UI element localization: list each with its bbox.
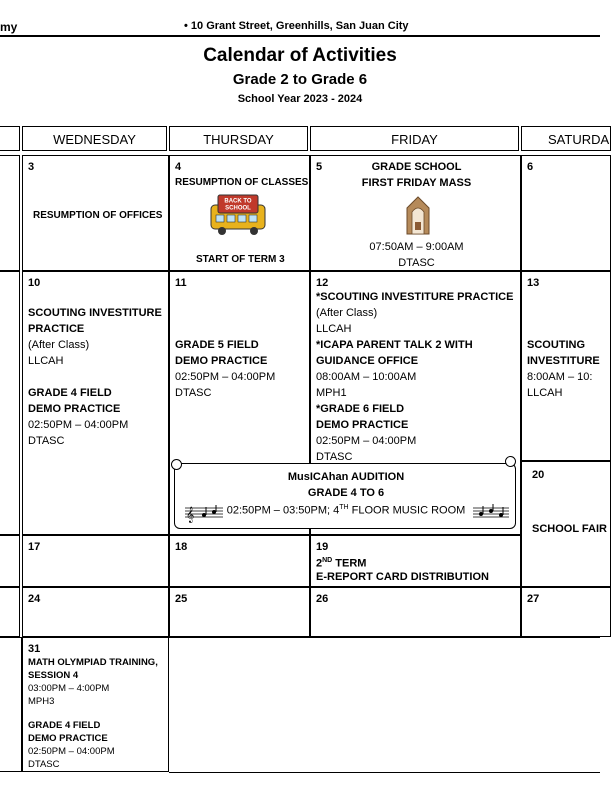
school-year: School Year 2023 - 2024: [237, 93, 363, 105]
day-header-wednesday: WEDNESDAY: [22, 126, 167, 151]
scroll-curl: [171, 459, 182, 470]
event-title: MATH OLYMPIAD TRAINING,: [28, 657, 158, 668]
day-cell-26: [310, 587, 521, 637]
event-note: (After Class): [316, 307, 378, 319]
event-title: RESUMPTION OF OFFICES: [33, 210, 163, 221]
event-venue: LLCAH: [28, 355, 64, 367]
event-title: *GRADE 6 FIELD: [316, 403, 405, 415]
event-time: 02:50PM – 04:00PM: [28, 746, 115, 757]
school-name-fragment: my: [0, 20, 18, 34]
day-number: 5: [316, 161, 323, 173]
musicahan-audition-banner: [174, 463, 516, 529]
bus-badge-line2: SCHOOL: [225, 205, 251, 212]
event-title: INVESTITURE: [527, 355, 600, 367]
event-venue: DTASC: [316, 451, 353, 463]
calendar-cell: [0, 155, 20, 271]
page-title: Calendar of Activities: [203, 45, 397, 66]
event-title: GUIDANCE OFFICE: [316, 355, 419, 367]
event-title: SESSION 4: [28, 670, 79, 681]
event-venue: DTASC: [175, 387, 212, 399]
calendar-cell: [0, 637, 22, 772]
header-divider: [0, 35, 600, 37]
row-rule: [169, 637, 600, 638]
term-superscript: ND: [322, 557, 333, 564]
day-cell-17: [22, 535, 169, 587]
event-title: *ICAPA PARENT TALK 2 WITH: [316, 339, 473, 351]
bus-badge-line1: BACK TO: [224, 198, 252, 205]
term-number: 2: [316, 557, 323, 570]
event-title: GRADE 4 FIELD: [28, 387, 112, 399]
term-label: TERM: [332, 557, 367, 570]
event-title: DEMO PRACTICE: [316, 419, 409, 431]
day-cell-5: [310, 155, 521, 271]
day-cell-24: [22, 587, 169, 637]
banner-time-venue: [175, 504, 517, 517]
day-number: 11: [175, 277, 187, 289]
day-cell-4: [169, 155, 310, 271]
day-number: 19: [316, 541, 329, 553]
day-header-thursday: THURSDAY: [169, 126, 308, 151]
day-cell-19: [310, 535, 521, 587]
day-number: 31: [28, 643, 41, 655]
day-header-tuesday: [0, 126, 20, 151]
day-header-saturday: SATURDA: [521, 126, 611, 151]
event-title: DEMO PRACTICE: [28, 403, 121, 415]
grade-range: Grade 2 to Grade 6: [232, 71, 368, 88]
event-time: 02:50PM – 04:00PM: [316, 435, 417, 447]
svg-text:𝄞: 𝄞: [186, 507, 195, 523]
day-cell-31: [22, 637, 169, 772]
scroll-curl: [505, 456, 516, 467]
calendar-cell: [0, 587, 20, 637]
event-venue: LLCAH: [527, 387, 563, 399]
event-title: START OF TERM 3: [196, 254, 285, 265]
event-venue: DTASC: [28, 759, 60, 770]
event-title: DEMO PRACTICE: [28, 733, 108, 744]
day-number: 26: [316, 593, 329, 605]
day-number: 12: [316, 277, 329, 289]
banner-superscript: TH: [339, 504, 349, 511]
event-title: *SCOUTING INVESTITURE PRACTICE: [316, 291, 514, 303]
day-cell-25: [169, 587, 310, 637]
event-title: DEMO PRACTICE: [175, 355, 268, 367]
day-number: 13: [527, 277, 540, 289]
event-title: GRADE SCHOOL: [371, 161, 462, 173]
day-number: 10: [28, 277, 41, 289]
day-number: 25: [175, 593, 188, 605]
event-time: 02:50PM – 04:00PM: [175, 371, 276, 383]
event-venue: DTASC: [28, 435, 65, 447]
event-title: GRADE 4 FIELD: [28, 720, 101, 731]
event-time: 08:00AM – 10:00AM: [316, 371, 417, 383]
event-title: SCHOOL FAIR: [532, 523, 607, 535]
day-number: 24: [28, 593, 41, 605]
day-cell-27: [521, 587, 611, 637]
day-cell-13: [521, 271, 611, 461]
day-number: 4: [175, 161, 182, 173]
music-notes-icon: [473, 504, 509, 522]
day-number: 18: [175, 541, 188, 553]
church-icon: [405, 194, 431, 234]
school-address: • 10 Grant Street, Greenhills, San Juan City: [184, 20, 409, 32]
day-number: 3: [28, 161, 35, 173]
event-time: 07:50AM – 9:00AM: [369, 241, 464, 253]
day-cell-10: [22, 271, 169, 535]
banner-subtitle: GRADE 4 TO 6: [307, 487, 385, 499]
event-title: SCOUTING INVESTITURE: [28, 307, 162, 319]
day-cell-6: [521, 155, 611, 271]
banner-venue: FLOOR MUSIC ROOM: [348, 504, 466, 517]
day-cell-18: [169, 535, 310, 587]
event-time: 03:00PM – 4:00PM: [28, 683, 110, 694]
day-cell-3: [22, 155, 169, 271]
day-number: 20: [532, 469, 545, 481]
event-time: 02:50PM – 04:00PM: [28, 419, 129, 431]
event-title: FIRST FRIDAY MASS: [361, 177, 472, 189]
event-title: SCOUTING: [527, 339, 586, 351]
event-note: (After Class): [28, 339, 90, 351]
bottom-rule: [169, 772, 600, 773]
day-number: 27: [527, 593, 540, 605]
day-header-friday: FRIDAY: [310, 126, 519, 151]
event-title: E-REPORT CARD DISTRIBUTION: [316, 571, 489, 583]
school-bus-icon: [208, 193, 268, 237]
day-number: 17: [28, 541, 41, 553]
event-venue: MPH3: [28, 696, 55, 707]
event-venue: DTASC: [398, 257, 435, 269]
banner-title: MusICAhan AUDITION: [287, 471, 405, 483]
event-time: 8:00AM – 10:: [527, 371, 593, 383]
music-notes-icon: [185, 504, 223, 522]
event-title: GRADE 5 FIELD: [175, 339, 259, 351]
day-number: 6: [527, 161, 534, 173]
event-venue: MPH1: [316, 387, 347, 399]
day-cell-20: [521, 461, 611, 587]
event-venue: LLCAH: [316, 323, 352, 335]
banner-time: 02:50PM – 03:50PM; 4: [226, 504, 340, 517]
calendar-cell: [0, 271, 20, 535]
calendar-cell: [0, 535, 20, 587]
event-title: PRACTICE: [28, 323, 85, 335]
event-title: RESUMPTION OF CLASSES: [175, 177, 309, 188]
